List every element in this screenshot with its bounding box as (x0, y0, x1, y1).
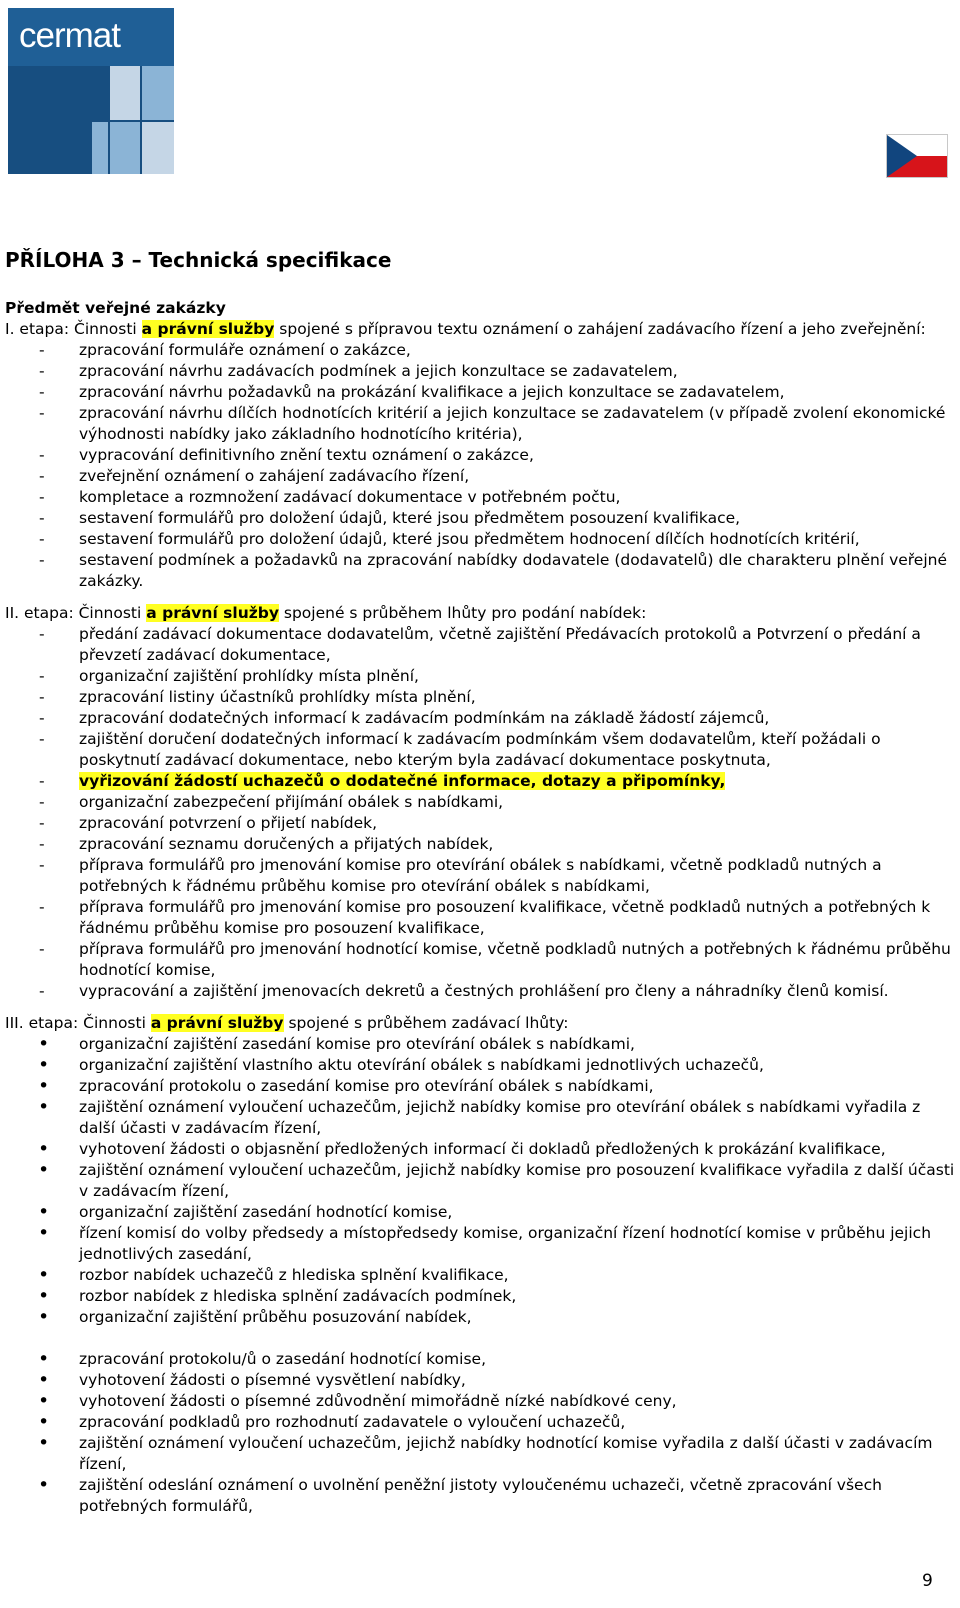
section-stage-3 (5, 1013, 960, 1517)
list-item: • zajištění oznámení vyloučení uchazečům, jejichž nabídky komise pro posouzení kvalifikace vyřadila z další účasti v zadávacím řízení, (38, 1159, 955, 1200)
list-item: - sestavení podmínek a požadavků na zpracování nabídky dodavatele (dodavatelů) dle charakteru plnění veřejné zakázky. (39, 551, 948, 590)
stage-heading: II. etapa: Činnosti a právní služby spojené s průběhem lhůty pro podání nabídek: (5, 604, 647, 622)
list-item: - organizační zabezpečení přijímání obálek s nabídkami, (39, 793, 504, 811)
cermat-logo (8, 8, 174, 174)
document-title: PŘÍLOHA 3 – Technická specifikace (5, 248, 392, 272)
list-item: • vyhotovení žádosti o objasnění předložených informací či dokladů předložených k prokázání kvalifikace, (38, 1138, 886, 1160)
list-item: - kompletace a rozmnožení zadávací dokumentace v potřebném počtu, (39, 488, 621, 506)
list-item: - zpracování listiny účastníků prohlídky místa plnění, (39, 688, 476, 706)
list-item: - zpracování seznamu doručených a přijatých nabídek, (39, 835, 494, 853)
list-item: • zpracování podkladů pro rozhodnutí zadavatele o vyloučení uchazečů, (38, 1411, 626, 1433)
list-item: • zajištění oznámení vyloučení uchazečům, jejichž nabídky komise pro otevírání obálek s nabídkami vyřadila z další účasti v zadávacím řízení, (38, 1096, 921, 1137)
list-item: - příprava formulářů pro jmenování hodnotící komise, včetně podkladů nutných a potřebných k řádnému průběhu hodnotící komise, (39, 940, 951, 979)
task-list (5, 624, 960, 1002)
subject-heading: Předmět veřejné zakázky (5, 299, 226, 317)
list-item: • organizační zajištění vlastního aktu otevírání obálek s nabídkami jednotlivých uchazečů, (38, 1054, 764, 1076)
highlighted-phrase: a právní služby (150, 1014, 284, 1032)
document-body (5, 298, 960, 1517)
list-item: - zajištění doručení dodatečných informací k zadávacím podmínkám všem dodavatelům, kteří požádali o poskytnutí zadávací dokumentace, nebo kterým byla zadávací dokumentace poskytnuta, (39, 730, 881, 769)
task-list (5, 1034, 960, 1517)
section-stage-1 (5, 319, 960, 592)
list-item: - příprava formulářů pro jmenování komise pro otevírání obálek s nabídkami, včetně podkladů nutných a potřebných k řádnému průběhu komise pro otevírání obálek s nabídkami, (39, 856, 882, 895)
list-item: • zpracování protokolu/ů o zasedání hodnotící komise, (38, 1348, 486, 1370)
list-item: - sestavení formulářů pro doložení údajů, které jsou předmětem hodnocení dílčích hodnotících kritérií, (39, 530, 860, 548)
section-stage-2 (5, 603, 960, 1002)
list-item: • zpracování protokolu o zasedání komise pro otevírání obálek s nabídkami, (38, 1075, 654, 1097)
logo-wordmark: cermat (19, 16, 120, 55)
list-item: • vyhotovení žádosti o písemné vysvětlení nabídky, (38, 1369, 466, 1391)
list-item: - sestavení formulářů pro doložení údajů, které jsou předmětem posouzení kvalifikace, (39, 509, 741, 527)
list-item: - zpracování návrhu dílčích hodnotících kritérií a jejich konzultace se zadavatelem (v případě zvolení ekonomické výhodnosti nabídky jako základního hodnotícího kritéria), (39, 404, 946, 443)
highlighted-phrase: a právní služby (146, 604, 279, 622)
page-number: 9 (922, 1571, 933, 1591)
list-item: - zveřejnění oznámení o zahájení zadávacího řízení, (39, 467, 470, 485)
list-item: • vyhotovení žádosti o písemné zdůvodnění mimořádně nízké nabídkové ceny, (38, 1390, 677, 1412)
list-item: - vypracování a zajištění jmenovacích dekretů a čestných prohlášení pro členy a náhradníky členů komisí. (39, 982, 889, 1000)
list-item: - zpracování návrhu požadavků na prokázání kvalifikace a jejich konzultace se zadavatelem, (39, 383, 785, 401)
stage-heading: III. etapa: Činnosti a právní služby spojené s průběhem zadávací lhůty: (5, 1014, 569, 1032)
list-item: - zpracování formuláře oznámení o zakázce, (39, 341, 411, 359)
highlighted-phrase: a právní služby (141, 320, 275, 338)
list-item: • zajištění odeslání oznámení o uvolnění peněžní jistoty vyloučenému uchazeči, včetně zpracování všech potřebných formulářů, (38, 1474, 882, 1515)
list-item: - organizační zajištění prohlídky místa plnění, (39, 667, 419, 685)
list-item-highlighted: - vyřizování žádostí uchazečů o dodatečné informace, dotazy a připomínky, (39, 772, 726, 790)
task-list (5, 340, 960, 592)
list-item: • organizační zajištění zasedání hodnotící komise, (38, 1201, 453, 1223)
stage-heading: I. etapa: Činnosti a právní služby spojené s přípravou textu oznámení o zahájení zadávacího řízení a jeho zveřejnění: (5, 320, 926, 338)
list-item: - vypracování definitivního znění textu oznámení o zakázce, (39, 446, 534, 464)
czech-flag-icon (886, 134, 948, 178)
list-item: - zpracování dodatečných informací k zadávacím podmínkám na základě žádostí zájemců, (39, 709, 770, 727)
list-item: • rozbor nabídek z hlediska splnění zadávacích podmínek, (38, 1285, 517, 1307)
list-item: • zajištění oznámení vyloučení uchazečům, jejichž nabídky hodnotící komise vyřadila z další účasti v zadávacím řízení, (38, 1432, 933, 1473)
list-item: - zpracování potvrzení o přijetí nabídek, (39, 814, 378, 832)
list-item: - předání zadávací dokumentace dodavatelům, včetně zajištění Předávacích protokolů a Potvrzení o předání a převzetí zadávací dokumentace, (39, 625, 921, 664)
list-item: - příprava formulářů pro jmenování komise pro posouzení kvalifikace, včetně podkladů nutných a potřebných k řádnému průběhu komise pro posouzení kvalifikace, (39, 898, 931, 937)
list-item: - zpracování návrhu zadávacích podmínek a jejich konzultace se zadavatelem, (39, 362, 678, 380)
list-item: • řízení komisí do volby předsedy a místopředsedy komise, organizační řízení hodnotící komise v průběhu jejich jednotlivých zasedání, (38, 1222, 932, 1263)
list-item: • organizační zajištění průběhu posuzování nabídek, (38, 1306, 472, 1328)
list-item: • rozbor nabídek uchazečů z hlediska splnění kvalifikace, (38, 1264, 509, 1286)
list-item: • organizační zajištění zasedání komise pro otevírání obálek s nabídkami, (38, 1033, 635, 1055)
